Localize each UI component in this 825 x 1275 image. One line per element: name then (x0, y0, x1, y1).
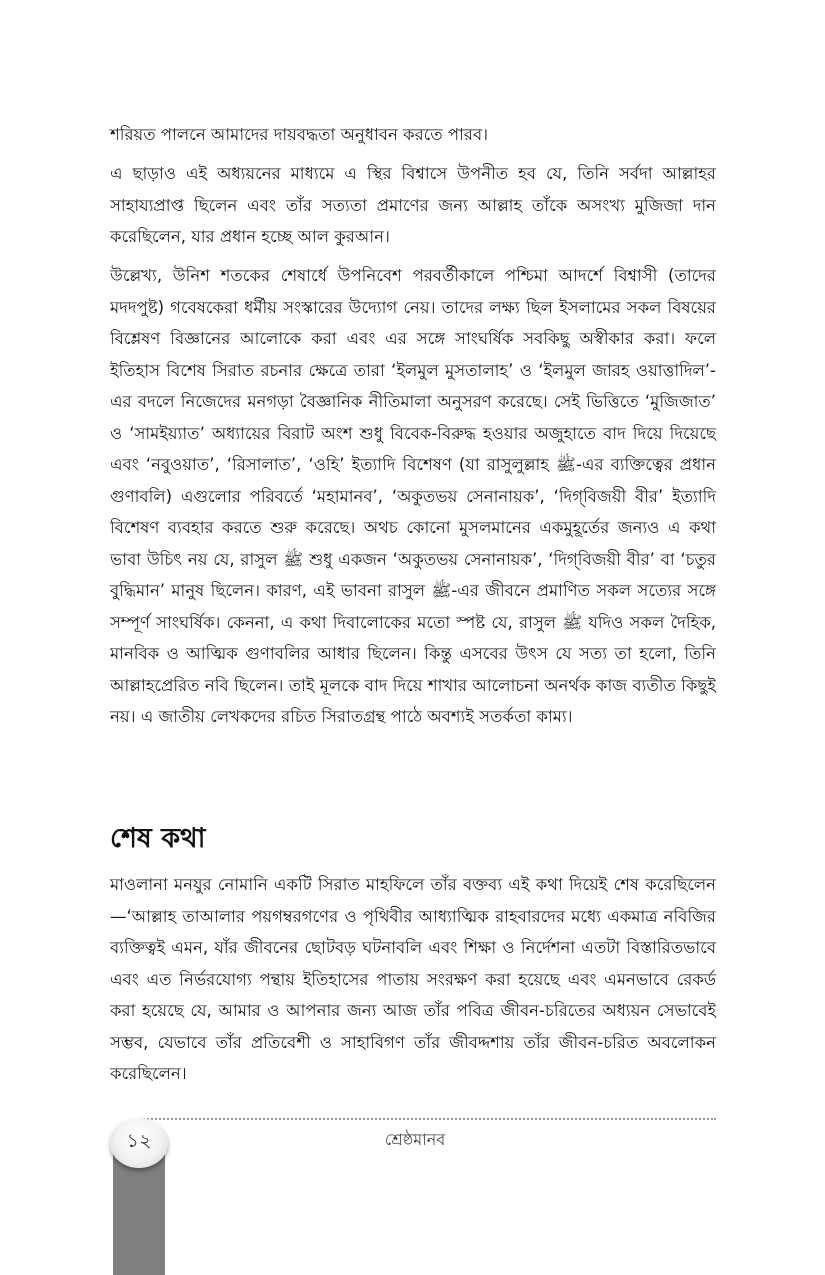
page-number: ১২ (110, 1118, 168, 1168)
paragraph-2: এ ছাড়াও এই অধ্যয়নের মাধ্যমে এ স্থির বিশ্বাসে উপনীত হব যে, তিনি সর্বদা আল্লাহর সাহায্যপ্রাপ্ত ছিলেন এবং তাঁর সত্যতা প্রমাণের জন্য আল্লাহ তাঁকে অসংখ্য মুজিজা দান করেছিলেন, যার প্রধান হচ্ছে আল কুরআন। (110, 164, 716, 246)
running-title: শ্রেষ্ঠমানব (384, 1130, 446, 1149)
section-heading: শেষ কথা (110, 823, 206, 854)
footer-dotted-rule (140, 1118, 716, 1120)
paragraph-4: মাওলানা মনযুর নোমানি একটি সিরাত মাহফিলে তাঁর বক্তব্য এই কথা দিয়েই শেষ করেছিলেন—‘আল্লাহ তাআলার পয়গম্বরগণের ও পৃথিবীর আধ্যাত্মিক রাহবারদের মধ্যে একমাত্র নবিজির ব্যক্তিত্বই এমন, যাঁর জীবনের ছোটবড় ঘটনাবলি এবং শিক্ষা ও নির্দেশনা এতটা বিস্তারিতভাবে এবং এত নির্ভরযোগ্য পন্থায় ইতিহাসের পাতায় সংরক্ষণ করা হয়েছে এবং এমনভাবে রেকর্ড করা হয়েছে যে, আমার ও আপনার জন্য আজ তাঁর পবিত্র জীবন-চরিতের অধ্যয়ন সেভাবেই সম্ভব, যেভাবে তাঁর প্রতিবেশী ও সাহাবিগণ তাঁর জীবদ্দশায় তাঁর জীবন-চরিত অবলোকন করেছিলেন। (110, 875, 716, 1083)
paragraph-1: শরিয়ত পালনে আমাদের দায়বদ্ধতা অনুধাবন করতে পারব। (110, 125, 489, 144)
paragraph-3: উল্লেখ্য, উনিশ শতকের শেষার্ধে উপনিবেশ পরবর্তীকালে পশ্চিমা আদর্শে বিশ্বাসী (তাদের মদদপুষ্ট) গবেষকেরা ধর্মীয় সংস্কারের উদ্যোগ নেয়। তাদের লক্ষ্য ছিল ইসলামের সকল বিষয়ের বিশ্লেষণ বিজ্ঞানের আলোকে করা এবং এর সঙ্গে সাংঘর্ষিক সবকিছু অস্বীকার করা। ফলে ইতিহাস বিশেষ সিরাত রচনার ক্ষেত্রে তারা ‘ইলমুল মুসতালাহ’ ও ‘ইলমুল জারহ ওয়াত্তাদিল’-এর বদলে নিজেদের মনগড়া বৈজ্ঞানিক নীতিমালা অনুসরণ করেছে। সেই ভিত্তিতে ‘মুজিজাত’ ও ‘সামইয়্যাত’ অধ্যায়ের বিরাট অংশ শুধু বিবেক-বিরুদ্ধ হওয়ার অজুহাতে বাদ দিয়ে দিয়েছে এবং ‘নবুওয়াত’, ‘রিসালাত’, ‘ওহি’ ইত্যাদি বিশেষণ (যা রাসুলুল্লাহ ﷺ-এর ব্যক্তিত্বের প্রধান গুণাবলি) এগুলোর পরিবর্তে ‘মহামানব’, ‘অকুতভয় সেনানায়ক’, ‘দিগ্‌বিজয়ী বীর’ ইত্যাদি বিশেষণ ব্যবহার করতে শুরু করেছে। অথচ কোনো মুসলমানের একমুহূর্তের জন্যও এ কথা ভাবা উচিৎ নয় যে, রাসুল ﷺ শুধু একজন ‘অকুতভয় সেনানায়ক’, ‘দিগ্‌বিজয়ী বীর’ বা ‘চতুর বুদ্ধিমান’ মানুষ ছিলেন। কারণ, এই ভাবনা রাসুল ﷺ-এর জীবনে প্রমাণিত সকল সত্যের সঙ্গে সম্পূর্ণ সাংঘর্ষিক। কেননা, এ কথা দিবালোকের মতো স্পষ্ট যে, রাসুল ﷺ যদিও সকল দৈহিক, মানবিক ও আত্মিক গুণাবলির আধার ছিলেন। কিন্তু এসবের উৎস যে সত্য তা হলো, তিনি আল্লাহপ্রেরিত নবি ছিলেন। তাই মূলকে বাদ দিয়ে শাখার আলোচনা অনর্থক কাজ ব্যতীত কিছুই নয়। এ জাতীয় লেখকদের রচিত সিরাতগ্রন্থ পাঠে অবশ্যই সতর্কতা কাম্য। (110, 266, 717, 726)
